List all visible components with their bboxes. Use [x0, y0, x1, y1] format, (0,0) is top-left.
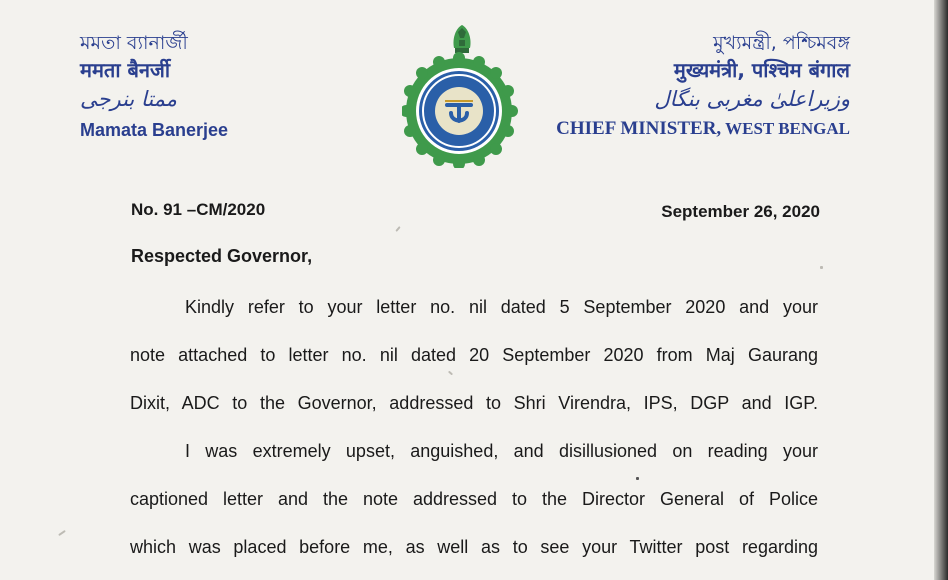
reference-number: No. 91 –CM/2020: [131, 200, 266, 219]
paper-speck: [820, 266, 823, 269]
state-emblem: [402, 18, 522, 168]
emblem-ring: [402, 52, 518, 168]
body-line: Kindly refer to your letter no. nil dated 5 September 2020 and your: [185, 297, 818, 317]
letterhead-right: [520, 30, 850, 142]
title-hindi: मुख्यमंत्री, पश्चिम बंगाल: [673, 58, 850, 82]
name-urdu: ممتا بنرجی: [80, 87, 178, 111]
salutation: Respected Governor,: [131, 246, 313, 266]
body-line: Dixit, ADC to the Governor, addressed to Shri Virendra, IPS, DGP and IGP.: [130, 393, 818, 413]
name-hindi: ममता बैनर्जी: [80, 58, 171, 82]
letter-date: September 26, 2020: [661, 202, 820, 221]
title-bengali: মুখ্যমন্ত্রী, পশ্চিমবঙ্গ: [713, 32, 850, 54]
body-line: which was placed before me, as well as to see your Twitter post regarding: [130, 537, 818, 557]
body-line: I was extremely upset, anguished, and disillusioned on reading your: [185, 441, 818, 461]
title-english-main: CHIEF MINISTER,: [556, 118, 722, 139]
body-line: captioned letter and the note addressed to the Director General of Police: [130, 489, 818, 509]
page-edge: [934, 0, 948, 580]
paper-speck: [395, 226, 400, 232]
title-english-state: WEST BENGAL: [725, 119, 850, 138]
lion-capital-icon: [453, 25, 470, 53]
title-english: [520, 116, 850, 142]
paper-speck: [448, 371, 453, 376]
letterhead-left: [80, 30, 340, 144]
paper-speck: [58, 530, 66, 536]
paper-speck: [636, 477, 639, 480]
body-line: note attached to letter no. nil dated 20 September 2020 from Maj Gaurang: [130, 345, 818, 365]
emblem-icon: [402, 18, 522, 168]
title-urdu: وزیراعلیٰ مغربی بنگال: [654, 87, 850, 111]
name-english: Mamata Banerjee: [80, 120, 229, 140]
name-bengali: মমতা ব্যানার্জী: [80, 32, 188, 54]
